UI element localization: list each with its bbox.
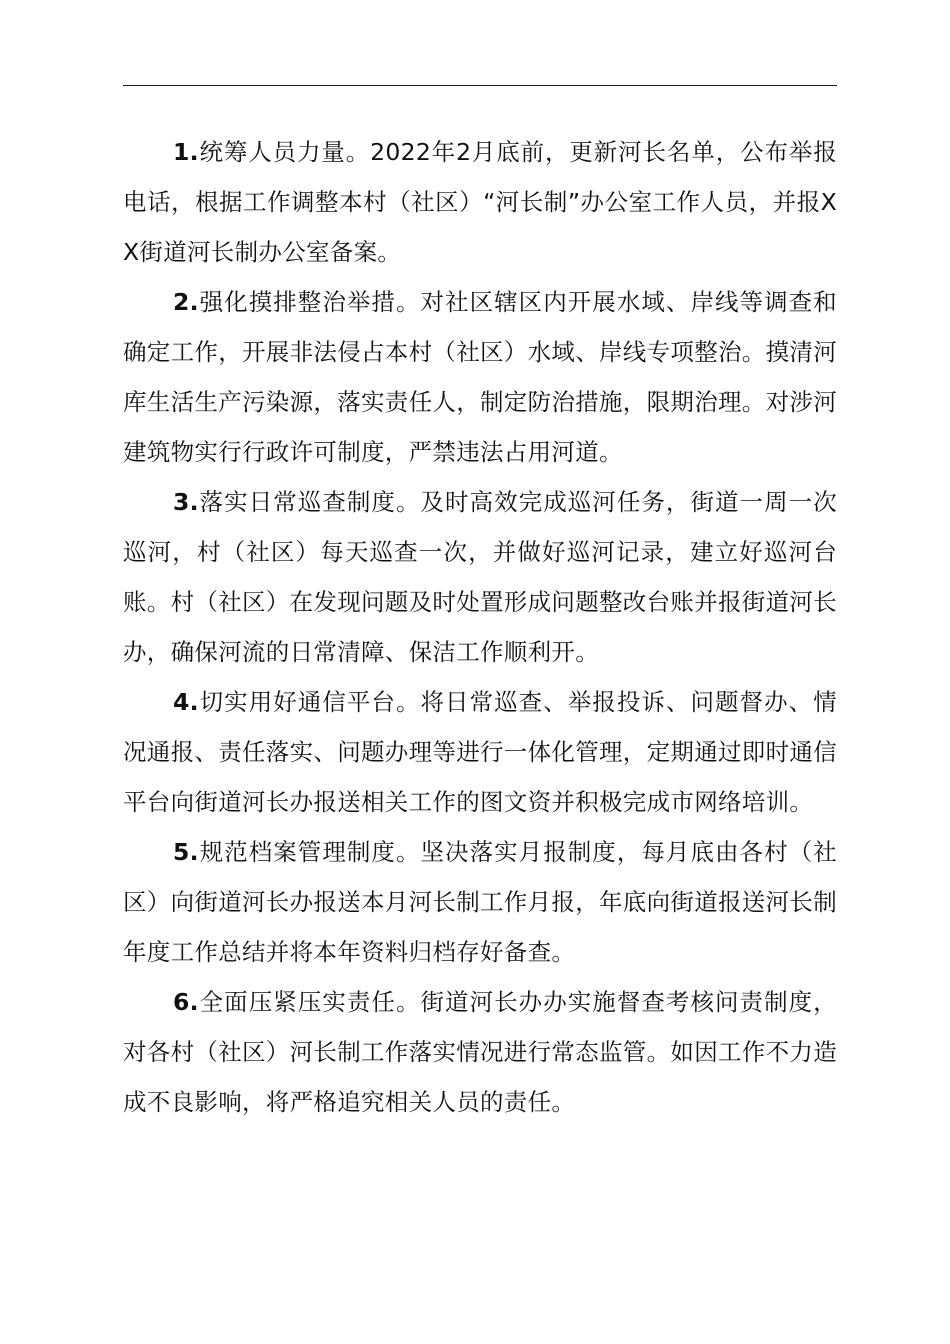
paragraph-text: 统筹人员力量。2022年2月底前，更新河长名单，公布举报电话，根据工作调整本村（社区）“河长制”办公室工作人员，并报XX街道河长制办公室备案。 — [123, 138, 837, 266]
paragraph-number: 3. — [173, 488, 199, 516]
paragraph-text: 切实用好通信平台。将日常巡查、举报投诉、问题督办、情况通报、责任落实、问题办理等进行一体化管理，定期通过即时通信平台向街道河长办报送相关工作的图文资并积极完成市网络培训。 — [123, 688, 837, 816]
paragraph-number: 1. — [173, 138, 199, 166]
document-body — [123, 127, 837, 1127]
paragraph-text: 强化摸排整治举措。对社区辖区内开展水域、岸线等调查和确定工作，开展非法侵占本村（社区）水域、岸线专项整治。摸清河库生活生产污染源，落实责任人，制定防治措施，限期治理。对涉河建筑物实行行政许可制度，严禁违法占用河道。 — [123, 288, 837, 466]
paragraph-number: 4. — [173, 688, 199, 716]
header-divider — [123, 85, 837, 86]
paragraph-number: 2. — [173, 288, 199, 316]
paragraph-4 — [123, 677, 837, 827]
paragraph-2 — [123, 277, 837, 477]
paragraph-text: 全面压紧压实责任。街道河长办办实施督查考核问责制度，对各村（社区）河长制工作落实情况进行常态监管。如因工作不力造成不良影响，将严格追究相关人员的责任。 — [123, 988, 837, 1116]
paragraph-1 — [123, 127, 837, 277]
paragraph-number: 5. — [173, 838, 199, 866]
paragraph-5 — [123, 827, 837, 977]
paragraph-text: 落实日常巡查制度。及时高效完成巡河任务，街道一周一次巡河，村（社区）每天巡查一次，并做好巡河记录，建立好巡河台账。村（社区）在发现问题及时处置形成问题整改台账并报街道河长办，确保河流的日常清障、保洁工作顺利开。 — [123, 488, 837, 666]
paragraph-6 — [123, 977, 837, 1127]
paragraph-text: 规范档案管理制度。坚决落实月报制度，每月底由各村（社区）向街道河长办报送本月河长制工作月报，年底向街道报送河长制年度工作总结并将本年资料归档存好备查。 — [123, 838, 837, 966]
paragraph-number: 6. — [173, 988, 199, 1016]
paragraph-3 — [123, 477, 837, 677]
